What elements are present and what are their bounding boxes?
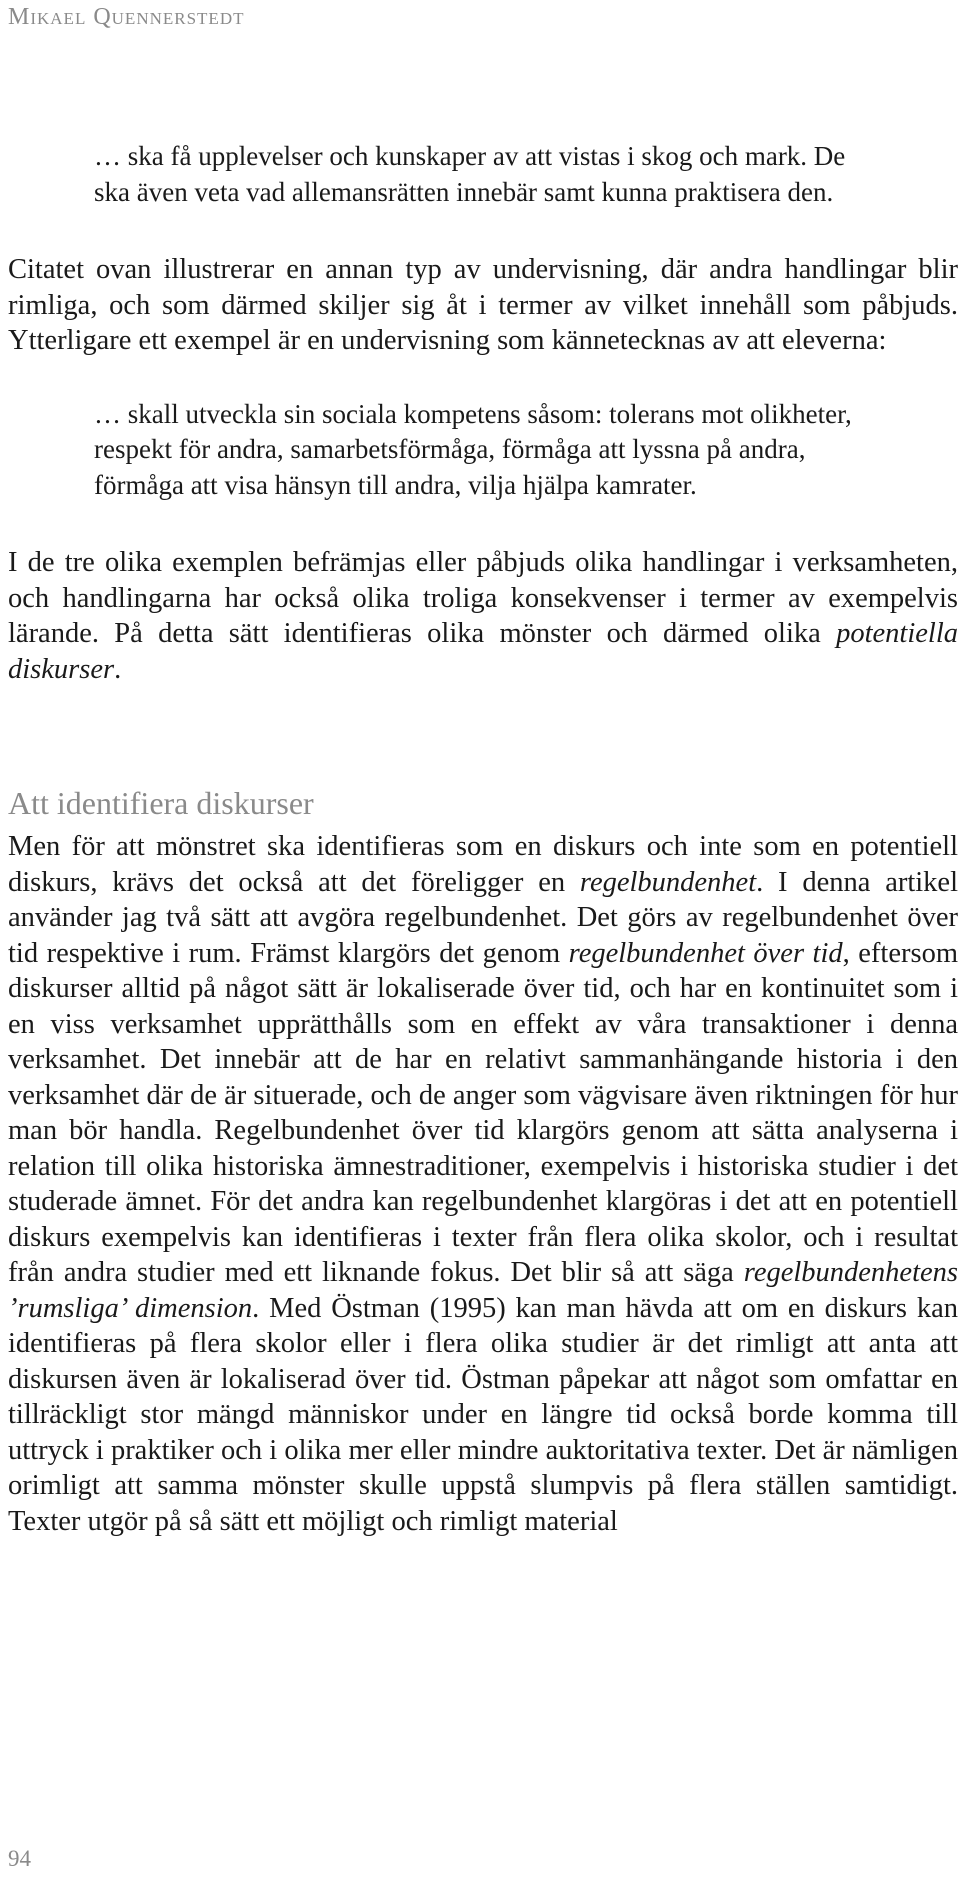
paragraph-3-text-2: . I denna artikel använder jag två sätt att avgöra regelbundenhet. Det görs av regelbundenhet över tid respektive i rum. Främst klargörs det genom xyxy=(8,866,958,969)
paragraph-1: Citatet ovan illustrerar en annan typ av undervisning, där andra handlingar blir rimliga, och som därmed skiljer sig åt i termer av vilket innehåll som påbjuds. Ytterligare ett exempel är en undervisning som kännetecknas av att eleverna: xyxy=(8,254,958,356)
paragraph-2-text: I de tre olika exemplen befrämjas eller påbjuds olika handlingar i verksamheten, och handlingarna har också olika troliga konsekvenser i termer av exempelvis lärande. På detta sätt identifieras olika mönster och därmed olika xyxy=(8,547,958,649)
paragraph-3-text-1: Men för att mönstret ska identifieras som en diskurs och inte som en potentiell diskurs, krävs det också att det föreligger en xyxy=(8,831,958,898)
paragraph-2 xyxy=(8,545,958,687)
block-quote-1: … ska få upplevelser och kunskaper av att vistas i skog och mark. De ska även veta vad allemansrätten innebär samt kunna praktisera den. xyxy=(94,141,846,207)
section-heading: Att identifiera diskurser xyxy=(8,785,314,821)
page-body xyxy=(8,126,958,1539)
running-head: Mikael Quennerstedt xyxy=(8,4,245,30)
paragraph-2-end: . xyxy=(114,653,122,685)
paragraph-3-text-4: . Med Östman (1995) kan man hävda att om en diskurs kan identifieras på flera skolor eller i flera olika studier är det rimligt att anta att diskursen även är lokaliserad över tid. Östman påpekar att något som omfattar en tillräckligt stor mängd människor under en längre tid också borde komma till uttryck i praktiker och i olika mer eller mindre auktoritativa texter. Det är nämligen orimligt att samma mönster skulle uppstå slumpvis på flera ställen samtidigt. Texter utgör på så sätt ett möjligt och rimligt material xyxy=(8,1292,958,1537)
paragraph-3-emphasis-1: regelbundenhet xyxy=(579,866,757,898)
paragraph-3-emphasis-2: regelbundenhet över tid xyxy=(568,937,843,969)
paragraph-2-emphasis: potentiella diskurser xyxy=(8,618,958,685)
paragraph-3-emphasis-3: regelbundenhetens ’rumsliga’ dimension xyxy=(8,1257,958,1324)
page-number: 94 xyxy=(8,1846,31,1871)
paragraph-3-text-3: , eftersom diskurser alltid på något sätt är lokaliserade över tid, och har en kontinuitet som i en viss verksamhet upprätthålls som en effekt av våra transaktioner i denna verksamhet. Det innebär att de har en relativt sammanhängande historia i den verksamhet där de är situerade, och de anger som vägvisare även riktningen för hur man bör handla. Regelbundenhet över tid klargörs genom att sätta analyserna i relation till olika historiska ämnestraditioner, exempelvis i historiska studier i det studerade ämnet. För det andra kan regelbundenhet klargöras i det att en potentiell diskurs exempelvis kan identifieras i texter från flera olika skolor, och i resultat från andra studier med ett liknande fokus. Det blir så att säga xyxy=(8,937,958,1288)
paragraph-3 xyxy=(8,829,958,1539)
block-quote-2: … skall utveckla sin sociala kompetens såsom: tolerans mot olikheter, respekt för andra, samarbetsförmåga, förmåga att lyssna på andra, förmåga att visa hänsyn till andra, vilja hjälpa kamrater. xyxy=(94,398,852,500)
